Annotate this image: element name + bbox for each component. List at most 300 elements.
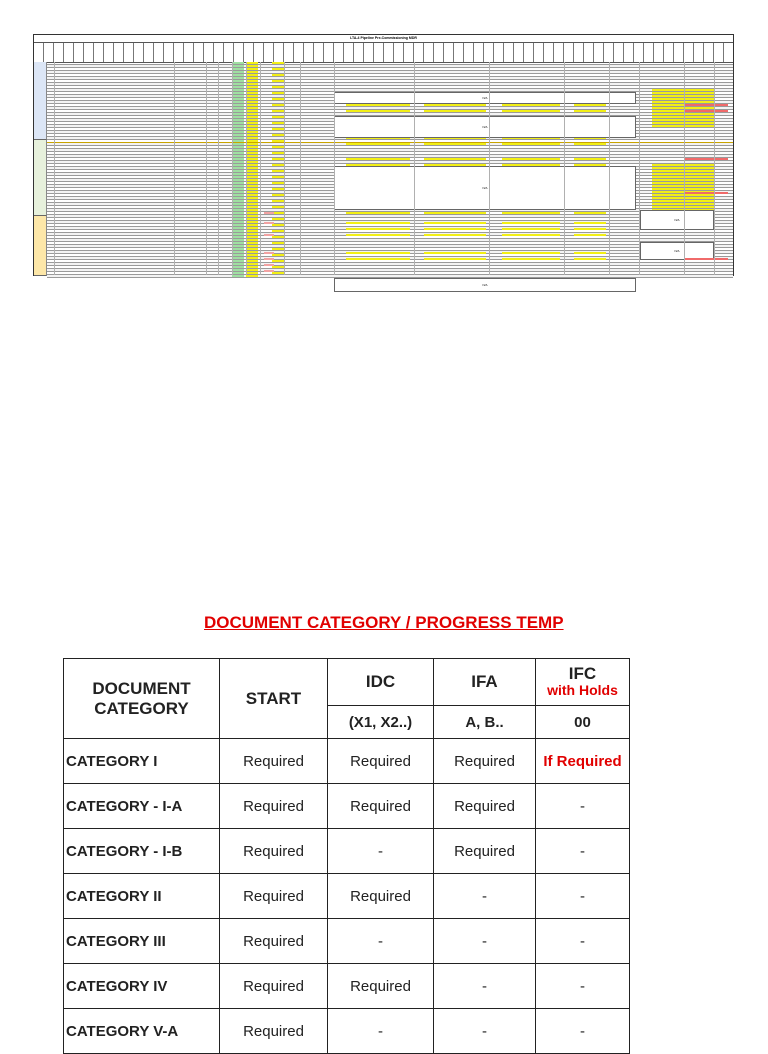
sheet-col-line bbox=[639, 62, 640, 275]
sheet-cell-highlight bbox=[246, 179, 258, 181]
sheet-cell-highlight bbox=[272, 98, 284, 100]
sheet-cell-highlight bbox=[652, 107, 714, 109]
sheet-cell-highlight bbox=[272, 74, 284, 76]
sheet-cell-highlight bbox=[652, 116, 714, 118]
sheet-cell-highlight bbox=[232, 77, 244, 79]
sheet-cell-highlight bbox=[272, 248, 284, 250]
sheet-cell-highlight bbox=[246, 77, 258, 79]
sheet-cell-highlight bbox=[246, 74, 258, 76]
sheet-cell-highlight bbox=[232, 137, 244, 139]
sheet-cell-highlight bbox=[246, 71, 258, 73]
sheet-cell-highlight bbox=[424, 222, 486, 224]
sheet-cell-highlight bbox=[652, 98, 714, 100]
sheet-cell-highlight bbox=[232, 116, 244, 118]
sheet-cell-highlight bbox=[232, 164, 244, 166]
category-ifc-value: - bbox=[536, 919, 630, 964]
sheet-cell-highlight bbox=[424, 143, 486, 145]
sheet-cell-highlight bbox=[574, 258, 606, 260]
sheet-cell-highlight bbox=[246, 92, 258, 94]
sheet-cell-highlight bbox=[232, 113, 244, 115]
sheet-cell-highlight bbox=[246, 104, 258, 106]
sheet-cell-highlight bbox=[246, 215, 258, 217]
sheet-cell-highlight bbox=[272, 152, 284, 154]
sheet-cell-highlight bbox=[574, 104, 606, 106]
sheet-cell-highlight bbox=[246, 269, 258, 271]
sheet-cell-highlight bbox=[246, 131, 258, 133]
subheader-ifa: A, B.. bbox=[434, 706, 536, 739]
category-idc-value: - bbox=[328, 829, 434, 874]
sheet-cell-highlight bbox=[346, 228, 410, 230]
sheet-cell-highlight bbox=[246, 116, 258, 118]
sheet-cell-highlight bbox=[272, 110, 284, 112]
sheet-cell-highlight bbox=[232, 218, 244, 220]
sheet-cell-highlight bbox=[246, 122, 258, 124]
sheet-cell-highlight bbox=[652, 173, 714, 175]
document-category-table bbox=[63, 658, 630, 1054]
sheet-cell-highlight bbox=[232, 179, 244, 181]
category-idc-value: - bbox=[328, 1009, 434, 1054]
sheet-cell-highlight bbox=[246, 242, 258, 244]
category-row bbox=[64, 829, 630, 874]
sheet-cell-highlight bbox=[246, 233, 258, 235]
sheet-cell-highlight bbox=[346, 212, 410, 214]
sheet-cell-highlight bbox=[232, 119, 244, 121]
sheet-cell-highlight bbox=[246, 119, 258, 121]
sheet-cell-highlight bbox=[272, 272, 284, 274]
category-idc-value: Required bbox=[328, 739, 434, 784]
sheet-cell-highlight bbox=[232, 92, 244, 94]
sheet-cell-highlight bbox=[346, 104, 410, 106]
sheet-cell-highlight bbox=[502, 228, 560, 230]
sheet-cell-highlight bbox=[232, 263, 244, 265]
category-start-value: Required bbox=[220, 874, 328, 919]
category-idc-value: - bbox=[328, 919, 434, 964]
sheet-cell-highlight bbox=[346, 143, 410, 145]
sheet-cell-highlight bbox=[272, 170, 284, 172]
sheet-cell-highlight bbox=[502, 212, 560, 214]
sheet-cell-highlight bbox=[246, 260, 258, 262]
sheet-col-line bbox=[54, 62, 55, 275]
sheet-cell-highlight bbox=[246, 176, 258, 178]
sheet-cell-highlight bbox=[272, 230, 284, 232]
sheet-cell-highlight bbox=[232, 176, 244, 178]
sheet-cell-highlight bbox=[232, 191, 244, 193]
category-start-value: Required bbox=[220, 739, 328, 784]
category-name: CATEGORY II bbox=[64, 874, 220, 919]
sheet-cell-highlight bbox=[232, 242, 244, 244]
sheet-cell-highlight bbox=[272, 194, 284, 196]
sheet-cell-highlight bbox=[652, 179, 714, 181]
sheet-cell-highlight bbox=[232, 266, 244, 268]
document-category-heading: DOCUMENT CATEGORY / PROGRESS TEMP bbox=[204, 613, 564, 632]
sheet-cell-highlight bbox=[272, 260, 284, 262]
category-ifc-value: - bbox=[536, 964, 630, 1009]
category-name: CATEGORY IV bbox=[64, 964, 220, 1009]
sheet-cell-highlight bbox=[502, 110, 560, 112]
category-ifa-value: - bbox=[434, 919, 536, 964]
sheet-cell-highlight bbox=[424, 212, 486, 214]
sheet-cell-highlight bbox=[232, 269, 244, 271]
sheet-cell-highlight bbox=[232, 128, 244, 130]
sheet-cell-highlight bbox=[272, 224, 284, 226]
category-start-value: Required bbox=[220, 1009, 328, 1054]
sheet-cell-highlight bbox=[246, 200, 258, 202]
sheet-col-line bbox=[284, 62, 285, 275]
sheet-cell-highlight bbox=[232, 197, 244, 199]
sheet-cell-highlight bbox=[232, 83, 244, 85]
sheet-cell-highlight bbox=[272, 254, 284, 256]
sheet-cell-highlight bbox=[232, 188, 244, 190]
sheet-cell-highlight bbox=[232, 152, 244, 154]
sheet-cell-highlight bbox=[232, 272, 244, 274]
sheet-cell-highlight bbox=[232, 131, 244, 133]
sheet-cell-highlight bbox=[232, 257, 244, 259]
sheet-cell-highlight bbox=[264, 264, 274, 266]
sheet-cell-highlight bbox=[502, 234, 560, 236]
sheet-cell-highlight bbox=[232, 212, 244, 214]
sheet-cell-highlight bbox=[246, 275, 258, 277]
sheet-cell-highlight bbox=[246, 173, 258, 175]
sheet-cell-highlight bbox=[246, 128, 258, 130]
sheet-cell-highlight bbox=[652, 164, 714, 166]
sheet-cell-highlight bbox=[232, 230, 244, 232]
sheet-cell-highlight bbox=[272, 158, 284, 160]
sheet-cell-highlight bbox=[246, 230, 258, 232]
sheet-cell-highlight bbox=[424, 228, 486, 230]
sheet-cell-highlight bbox=[272, 116, 284, 118]
sheet-cell-highlight bbox=[246, 101, 258, 103]
sheet-cell-highlight bbox=[272, 128, 284, 130]
sheet-cell-highlight bbox=[246, 224, 258, 226]
sheet-cell-highlight bbox=[652, 125, 714, 127]
sheet-cell-highlight bbox=[246, 146, 258, 148]
sheet-cell-highlight bbox=[232, 134, 244, 136]
sheet-cell-highlight bbox=[574, 252, 606, 254]
sheet-group-label bbox=[34, 216, 47, 276]
sheet-cell-highlight bbox=[246, 107, 258, 109]
sheet-col-line bbox=[174, 62, 175, 275]
sheet-cell-highlight bbox=[246, 257, 258, 259]
sheet-cell-highlight bbox=[652, 197, 714, 199]
sheet-cell-highlight bbox=[652, 122, 714, 124]
sheet-cell-highlight bbox=[502, 143, 560, 145]
sheet-col-line bbox=[300, 62, 301, 275]
sheet-cell-highlight bbox=[246, 110, 258, 112]
category-start-value: Required bbox=[220, 784, 328, 829]
sheet-col-line bbox=[564, 62, 565, 275]
sheet-cell-highlight bbox=[272, 104, 284, 106]
sheet-cell-highlight bbox=[574, 222, 606, 224]
sheet-cell-highlight bbox=[424, 258, 486, 260]
sheet-na-box: N/A bbox=[334, 166, 636, 210]
sheet-cell-highlight bbox=[246, 239, 258, 241]
sheet-cell-highlight bbox=[272, 122, 284, 124]
category-ifc-value: - bbox=[536, 784, 630, 829]
sheet-cell-highlight bbox=[246, 164, 258, 166]
sheet-cell-highlight bbox=[232, 254, 244, 256]
sheet-cell-highlight bbox=[502, 252, 560, 254]
category-name: CATEGORY - I-A bbox=[64, 784, 220, 829]
sheet-cell-highlight bbox=[232, 170, 244, 172]
sheet-cell-highlight bbox=[232, 245, 244, 247]
sheet-cell-highlight bbox=[232, 158, 244, 160]
sheet-cell-highlight bbox=[272, 176, 284, 178]
sheet-cell-highlight bbox=[272, 218, 284, 220]
category-ifc-value: If Required bbox=[536, 739, 630, 784]
category-idc-value: Required bbox=[328, 874, 434, 919]
sheet-cell-highlight bbox=[652, 176, 714, 178]
sheet-cell-highlight bbox=[246, 227, 258, 229]
sheet-cell-highlight bbox=[246, 251, 258, 253]
sheet-cell-highlight bbox=[264, 270, 274, 272]
sheet-remark-note bbox=[684, 192, 728, 194]
category-ifa-value: - bbox=[434, 874, 536, 919]
sheet-cell-highlight bbox=[502, 104, 560, 106]
sheet-cell-highlight bbox=[246, 68, 258, 70]
sheet-cell-highlight bbox=[272, 236, 284, 238]
category-ifc-value: - bbox=[536, 829, 630, 874]
sheet-cell-highlight bbox=[246, 203, 258, 205]
sheet-cell-highlight bbox=[272, 242, 284, 244]
sheet-cell-highlight bbox=[272, 80, 284, 82]
sheet-cell-highlight bbox=[232, 62, 244, 64]
sheet-cell-highlight bbox=[232, 236, 244, 238]
category-row bbox=[64, 964, 630, 1009]
sheet-cell-highlight bbox=[246, 236, 258, 238]
sheet-cell-highlight bbox=[246, 86, 258, 88]
sheet-col-line bbox=[206, 62, 207, 275]
category-name: CATEGORY III bbox=[64, 919, 220, 964]
sheet-cell-highlight bbox=[424, 110, 486, 112]
header-ifc-label: IFC bbox=[568, 664, 597, 683]
sheet-cell-highlight bbox=[232, 233, 244, 235]
sheet-cell-highlight bbox=[652, 182, 714, 184]
sheet-cell-highlight bbox=[272, 92, 284, 94]
sheet-cell-highlight bbox=[232, 182, 244, 184]
sheet-cell-highlight bbox=[246, 170, 258, 172]
subheader-ifc: 00 bbox=[536, 706, 630, 739]
sheet-cell-highlight bbox=[246, 140, 258, 142]
sheet-na-box: N/A bbox=[640, 242, 714, 260]
sheet-cell-highlight bbox=[232, 248, 244, 250]
sheet-cell-highlight bbox=[652, 167, 714, 169]
sheet-cell-highlight bbox=[652, 113, 714, 115]
sheet-cell-highlight bbox=[232, 89, 244, 91]
sheet-cell-highlight bbox=[246, 155, 258, 157]
sheet-cell-highlight bbox=[272, 200, 284, 202]
sheet-cell-highlight bbox=[246, 206, 258, 208]
sheet-cell-highlight bbox=[264, 212, 274, 214]
category-row bbox=[64, 739, 630, 784]
category-row bbox=[64, 874, 630, 919]
sheet-cell-highlight bbox=[652, 188, 714, 190]
sheet-cell-highlight bbox=[246, 254, 258, 256]
category-ifa-value: - bbox=[434, 1009, 536, 1054]
sheet-cell-highlight bbox=[246, 191, 258, 193]
header-ifa: IFA bbox=[434, 659, 536, 706]
sheet-col-line bbox=[609, 62, 610, 275]
sheet-cell-highlight bbox=[424, 234, 486, 236]
header-document-category: DOCUMENT CATEGORY bbox=[64, 659, 220, 739]
sheet-cell-highlight bbox=[652, 194, 714, 196]
sheet-cell-highlight bbox=[232, 206, 244, 208]
sheet-cell-highlight bbox=[272, 86, 284, 88]
mdr-spreadsheet-thumbnail bbox=[33, 34, 734, 287]
sheet-cell-highlight bbox=[232, 260, 244, 262]
sheet-cell-highlight bbox=[264, 258, 274, 260]
category-row bbox=[64, 1009, 630, 1054]
sheet-cell-highlight bbox=[246, 182, 258, 184]
sheet-cell-highlight bbox=[232, 107, 244, 109]
category-idc-value: Required bbox=[328, 784, 434, 829]
category-name: CATEGORY V-A bbox=[64, 1009, 220, 1054]
category-ifa-value: - bbox=[434, 964, 536, 1009]
header-idc: IDC bbox=[328, 659, 434, 706]
sheet-cell-highlight bbox=[246, 197, 258, 199]
sheet-cell-highlight bbox=[232, 224, 244, 226]
category-start-value: Required bbox=[220, 919, 328, 964]
sheet-cell-highlight bbox=[574, 143, 606, 145]
sheet-cell-highlight bbox=[232, 194, 244, 196]
sheet-cell-highlight bbox=[232, 167, 244, 169]
sheet-cell-highlight bbox=[232, 200, 244, 202]
sheet-cell-highlight bbox=[346, 158, 410, 160]
sheet-cell-highlight bbox=[424, 104, 486, 106]
sheet-na-box: N/A bbox=[640, 210, 714, 230]
sheet-cell-highlight bbox=[246, 194, 258, 196]
sheet-cell-highlight bbox=[424, 158, 486, 160]
sheet-cell-highlight bbox=[246, 137, 258, 139]
sheet-cell-highlight bbox=[246, 158, 258, 160]
sheet-remark-note bbox=[684, 258, 728, 260]
sheet-cell-highlight bbox=[264, 252, 274, 254]
sheet-na-box: N/A bbox=[334, 278, 636, 292]
header-ifc-note: with Holds bbox=[547, 682, 618, 698]
sheet-cell-highlight bbox=[246, 218, 258, 220]
sheet-cell-highlight bbox=[232, 68, 244, 70]
sheet-cell-highlight bbox=[272, 182, 284, 184]
sheet-cell-highlight bbox=[652, 95, 714, 97]
sheet-cell-highlight bbox=[246, 98, 258, 100]
sheet-cell-highlight bbox=[272, 266, 284, 268]
sheet-cell-highlight bbox=[246, 62, 258, 64]
sheet-cell-highlight bbox=[346, 110, 410, 112]
sheet-cell-highlight bbox=[232, 161, 244, 163]
category-name: CATEGORY - I-B bbox=[64, 829, 220, 874]
sheet-cell-highlight bbox=[502, 158, 560, 160]
sheet-cell-highlight bbox=[246, 65, 258, 67]
category-start-value: Required bbox=[220, 964, 328, 1009]
sheet-col-line bbox=[260, 62, 261, 275]
category-row bbox=[64, 784, 630, 829]
sheet-cell-highlight bbox=[232, 125, 244, 127]
sheet-cell-highlight bbox=[272, 68, 284, 70]
sheet-cell-highlight bbox=[232, 185, 244, 187]
sheet-column-headers bbox=[34, 43, 733, 63]
sheet-cell-highlight bbox=[246, 167, 258, 169]
sheet-cell-highlight bbox=[232, 251, 244, 253]
sheet-cell-highlight bbox=[246, 161, 258, 163]
sheet-cell-highlight bbox=[652, 185, 714, 187]
category-ifa-value: Required bbox=[434, 739, 536, 784]
sheet-cell-highlight bbox=[246, 83, 258, 85]
sheet-cell-highlight bbox=[246, 95, 258, 97]
sheet-remark-note bbox=[684, 104, 728, 106]
sheet-cell-highlight bbox=[246, 80, 258, 82]
sheet-cell-highlight bbox=[272, 62, 284, 64]
sheet-cell-highlight bbox=[232, 140, 244, 142]
sheet-body bbox=[34, 62, 733, 287]
sheet-cell-highlight bbox=[652, 92, 714, 94]
sheet-cell-highlight bbox=[574, 212, 606, 214]
sheet-cell-highlight bbox=[246, 143, 258, 145]
sheet-col-line bbox=[232, 62, 233, 275]
category-start-value: Required bbox=[220, 829, 328, 874]
sheet-na-box: N/A bbox=[334, 92, 636, 104]
sheet-cell-highlight bbox=[232, 74, 244, 76]
sheet-cell-highlight bbox=[232, 65, 244, 67]
sheet-cell-highlight bbox=[232, 227, 244, 229]
sheet-cell-highlight bbox=[346, 222, 410, 224]
category-name: CATEGORY I bbox=[64, 739, 220, 784]
sheet-col-line bbox=[414, 62, 415, 275]
sheet-cell-highlight bbox=[272, 206, 284, 208]
sheet-cell-highlight bbox=[246, 185, 258, 187]
sheet-cell-highlight bbox=[272, 146, 284, 148]
sheet-cell-highlight bbox=[232, 80, 244, 82]
sheet-cell-highlight bbox=[272, 134, 284, 136]
sheet-col-line bbox=[218, 62, 219, 275]
sheet-cell-highlight bbox=[652, 206, 714, 208]
category-ifc-value: - bbox=[536, 874, 630, 919]
sheet-col-line bbox=[334, 62, 335, 275]
sheet-na-box: N/A bbox=[334, 116, 636, 138]
sheet-cell-highlight bbox=[246, 149, 258, 151]
sheet-cell-highlight bbox=[574, 228, 606, 230]
sheet-cell-highlight bbox=[246, 245, 258, 247]
sheet-cell-highlight bbox=[246, 113, 258, 115]
header-ifc bbox=[536, 659, 630, 706]
sheet-cell-highlight bbox=[346, 258, 410, 260]
sheet-cell-highlight bbox=[652, 200, 714, 202]
sheet-cell-highlight bbox=[264, 222, 274, 224]
sheet-col-line bbox=[489, 62, 490, 275]
sheet-cell-highlight bbox=[232, 209, 244, 211]
sheet-cell-highlight bbox=[424, 252, 486, 254]
sheet-col-line bbox=[246, 62, 247, 275]
sheet-group-label bbox=[34, 62, 47, 140]
sheet-cell-highlight bbox=[264, 234, 274, 236]
sheet-remark-note bbox=[684, 158, 728, 160]
sheet-cell-highlight bbox=[232, 110, 244, 112]
category-row bbox=[64, 919, 630, 964]
sheet-cell-highlight bbox=[246, 89, 258, 91]
sheet-cell-highlight bbox=[246, 212, 258, 214]
sheet-cell-highlight bbox=[232, 101, 244, 103]
sheet-cell-highlight bbox=[232, 86, 244, 88]
sheet-cell-highlight bbox=[246, 266, 258, 268]
sheet-cell-highlight bbox=[652, 170, 714, 172]
sheet-cell-highlight bbox=[502, 258, 560, 260]
sheet-cell-highlight bbox=[232, 155, 244, 157]
sheet-cell-highlight bbox=[272, 188, 284, 190]
category-ifc-value: - bbox=[536, 1009, 630, 1054]
category-idc-value: Required bbox=[328, 964, 434, 1009]
sheet-cell-highlight bbox=[232, 173, 244, 175]
sheet-cell-highlight bbox=[246, 263, 258, 265]
sheet-cell-highlight bbox=[232, 98, 244, 100]
sheet-cell-highlight bbox=[652, 89, 714, 91]
